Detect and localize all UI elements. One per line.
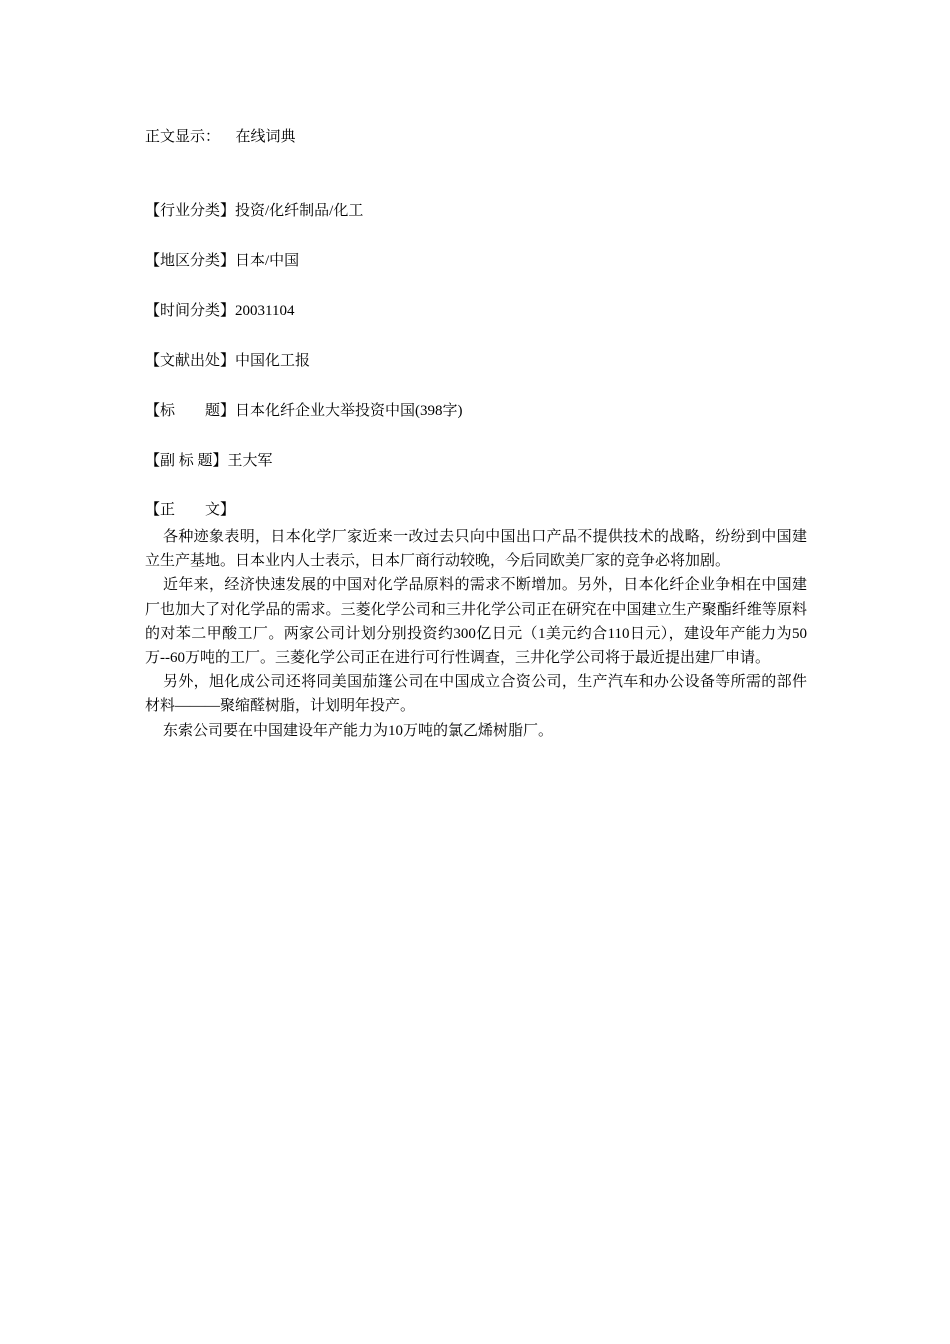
page-header — [145, 127, 296, 147]
body-label: 【正 文】 — [145, 502, 236, 518]
region-field: 【地区分类】日本/中国 — [145, 253, 300, 269]
paragraph: 各种迹象表明，日本化学厂家近来一改过去只向中国出口产品不提供技术的战略，纷纷到中国建立生产基地。日本业内人士表示，日本厂商行动较晚，今后同欧美厂家的竞争必将加剧。 — [145, 529, 807, 570]
header-label: 正文显示： — [145, 129, 221, 145]
header-value: 在线词典 — [235, 129, 296, 145]
paragraph: 另外，旭化成公司还将同美国茄篷公司在中国成立合资公司，生产汽车和办公设备等所需的部件材料———聚缩醛树脂，计划明年投产。 — [145, 674, 807, 715]
source-field: 【文献出处】中国化工报 — [145, 353, 311, 369]
article-body — [145, 525, 807, 743]
paragraph: 东索公司要在中国建设年产能力为10万吨的氯乙烯树脂厂。 — [163, 722, 554, 739]
time-field: 【时间分类】20031104 — [145, 303, 295, 319]
paragraph: 近年来，经济快速发展的中国对化学品原料的需求不断增加。另外，日本化纤企业争相在中国建厂也加大了对化学品的需求。三菱化学公司和三井化学公司正在研究在中国建立生产聚酯纤维等原料的对苯二甲酸工厂。两家公司计划分别投资约300亿日元（1美元约合110日元），建设年产能力为50万--60万吨的工厂。三菱化学公司正在进行可行性调查，三井化学公司将于最近提出建厂申请。 — [145, 577, 807, 667]
subtitle-field: 【副 标 题】王大军 — [145, 453, 273, 469]
title-field: 【标 题】日本化纤企业大举投资中国(398字) — [145, 403, 463, 419]
industry-field: 【行业分类】投资/化纤制品/化工 — [145, 203, 364, 219]
